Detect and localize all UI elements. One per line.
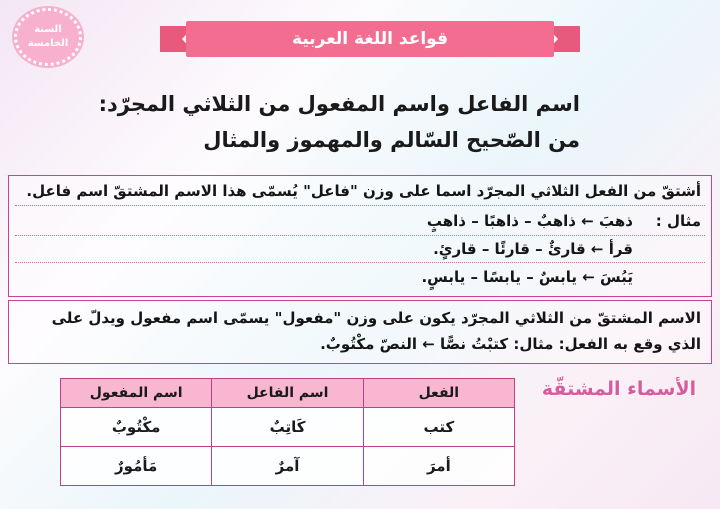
table-cell: مَأمُورٌ: [61, 447, 212, 486]
header-verb: الفعل: [363, 379, 514, 408]
dotted-divider: [15, 235, 705, 236]
definition-text: أشتقّ من الفعل الثلاثي المجرّد اسما على وزن "فاعل" يُسمّى هذا الاسم المشتقّ اسم فاعل.: [26, 182, 701, 200]
lesson-heading-2: من الصّحيح السّالم والمهموز والمثال: [203, 128, 580, 152]
grade-badge: [14, 8, 82, 66]
badge-line-1: السنة: [34, 24, 62, 35]
dotted-divider: [15, 262, 705, 263]
table-header-row: [61, 379, 515, 408]
passive-participle-box: [8, 300, 712, 364]
table-cell: أمرَ: [363, 447, 514, 486]
passive-definition-line-1: الاسم المشتقّ من الثلاثي المجرّد يكون على وزن "مفعول" يسمّى اسم مفعول ويدلّ على: [51, 309, 701, 327]
example-line-1: ذهبَ ← ذاهبٌ – ذاهبًا – ذاهبٍ: [426, 212, 633, 230]
active-participle-box: [8, 175, 712, 297]
table-cell: كَاتِبٌ: [212, 408, 363, 447]
title-ribbon: [160, 20, 580, 58]
example-line-2: قرأ ← قارئٌ – قارئًا – قارئٍ.: [433, 240, 633, 258]
table-cell: آمرٌ: [212, 447, 363, 486]
header-passive-participle: اسم المفعول: [61, 379, 212, 408]
lesson-heading-1: اسم الفاعل واسم المفعول من الثلاثي المجرّد:: [98, 92, 580, 116]
derived-nouns-title: الأسماء المشتقّة: [541, 378, 697, 400]
table-row: [61, 408, 515, 447]
passive-definition-line-2: الذي وقع به الفعل: مثال: كتبْتُ نصًّا ← النصّ مكْتُوبٌ.: [320, 335, 701, 353]
derived-nouns-table: [60, 378, 515, 486]
table-row: [61, 447, 515, 486]
dotted-divider: [15, 205, 705, 206]
table-cell: مكْتُوبٌ: [61, 408, 212, 447]
header-active-participle: اسم الفاعل: [212, 379, 363, 408]
table-cell: كتب: [363, 408, 514, 447]
example-line-3: يَبُسَ ← يابسٌ – يابسًا – يابسٍ.: [421, 268, 633, 286]
example-label: مثال :: [655, 212, 701, 230]
badge-line-2: الخامسة: [27, 38, 69, 49]
page-title: قواعد اللغة العربية: [292, 29, 448, 49]
